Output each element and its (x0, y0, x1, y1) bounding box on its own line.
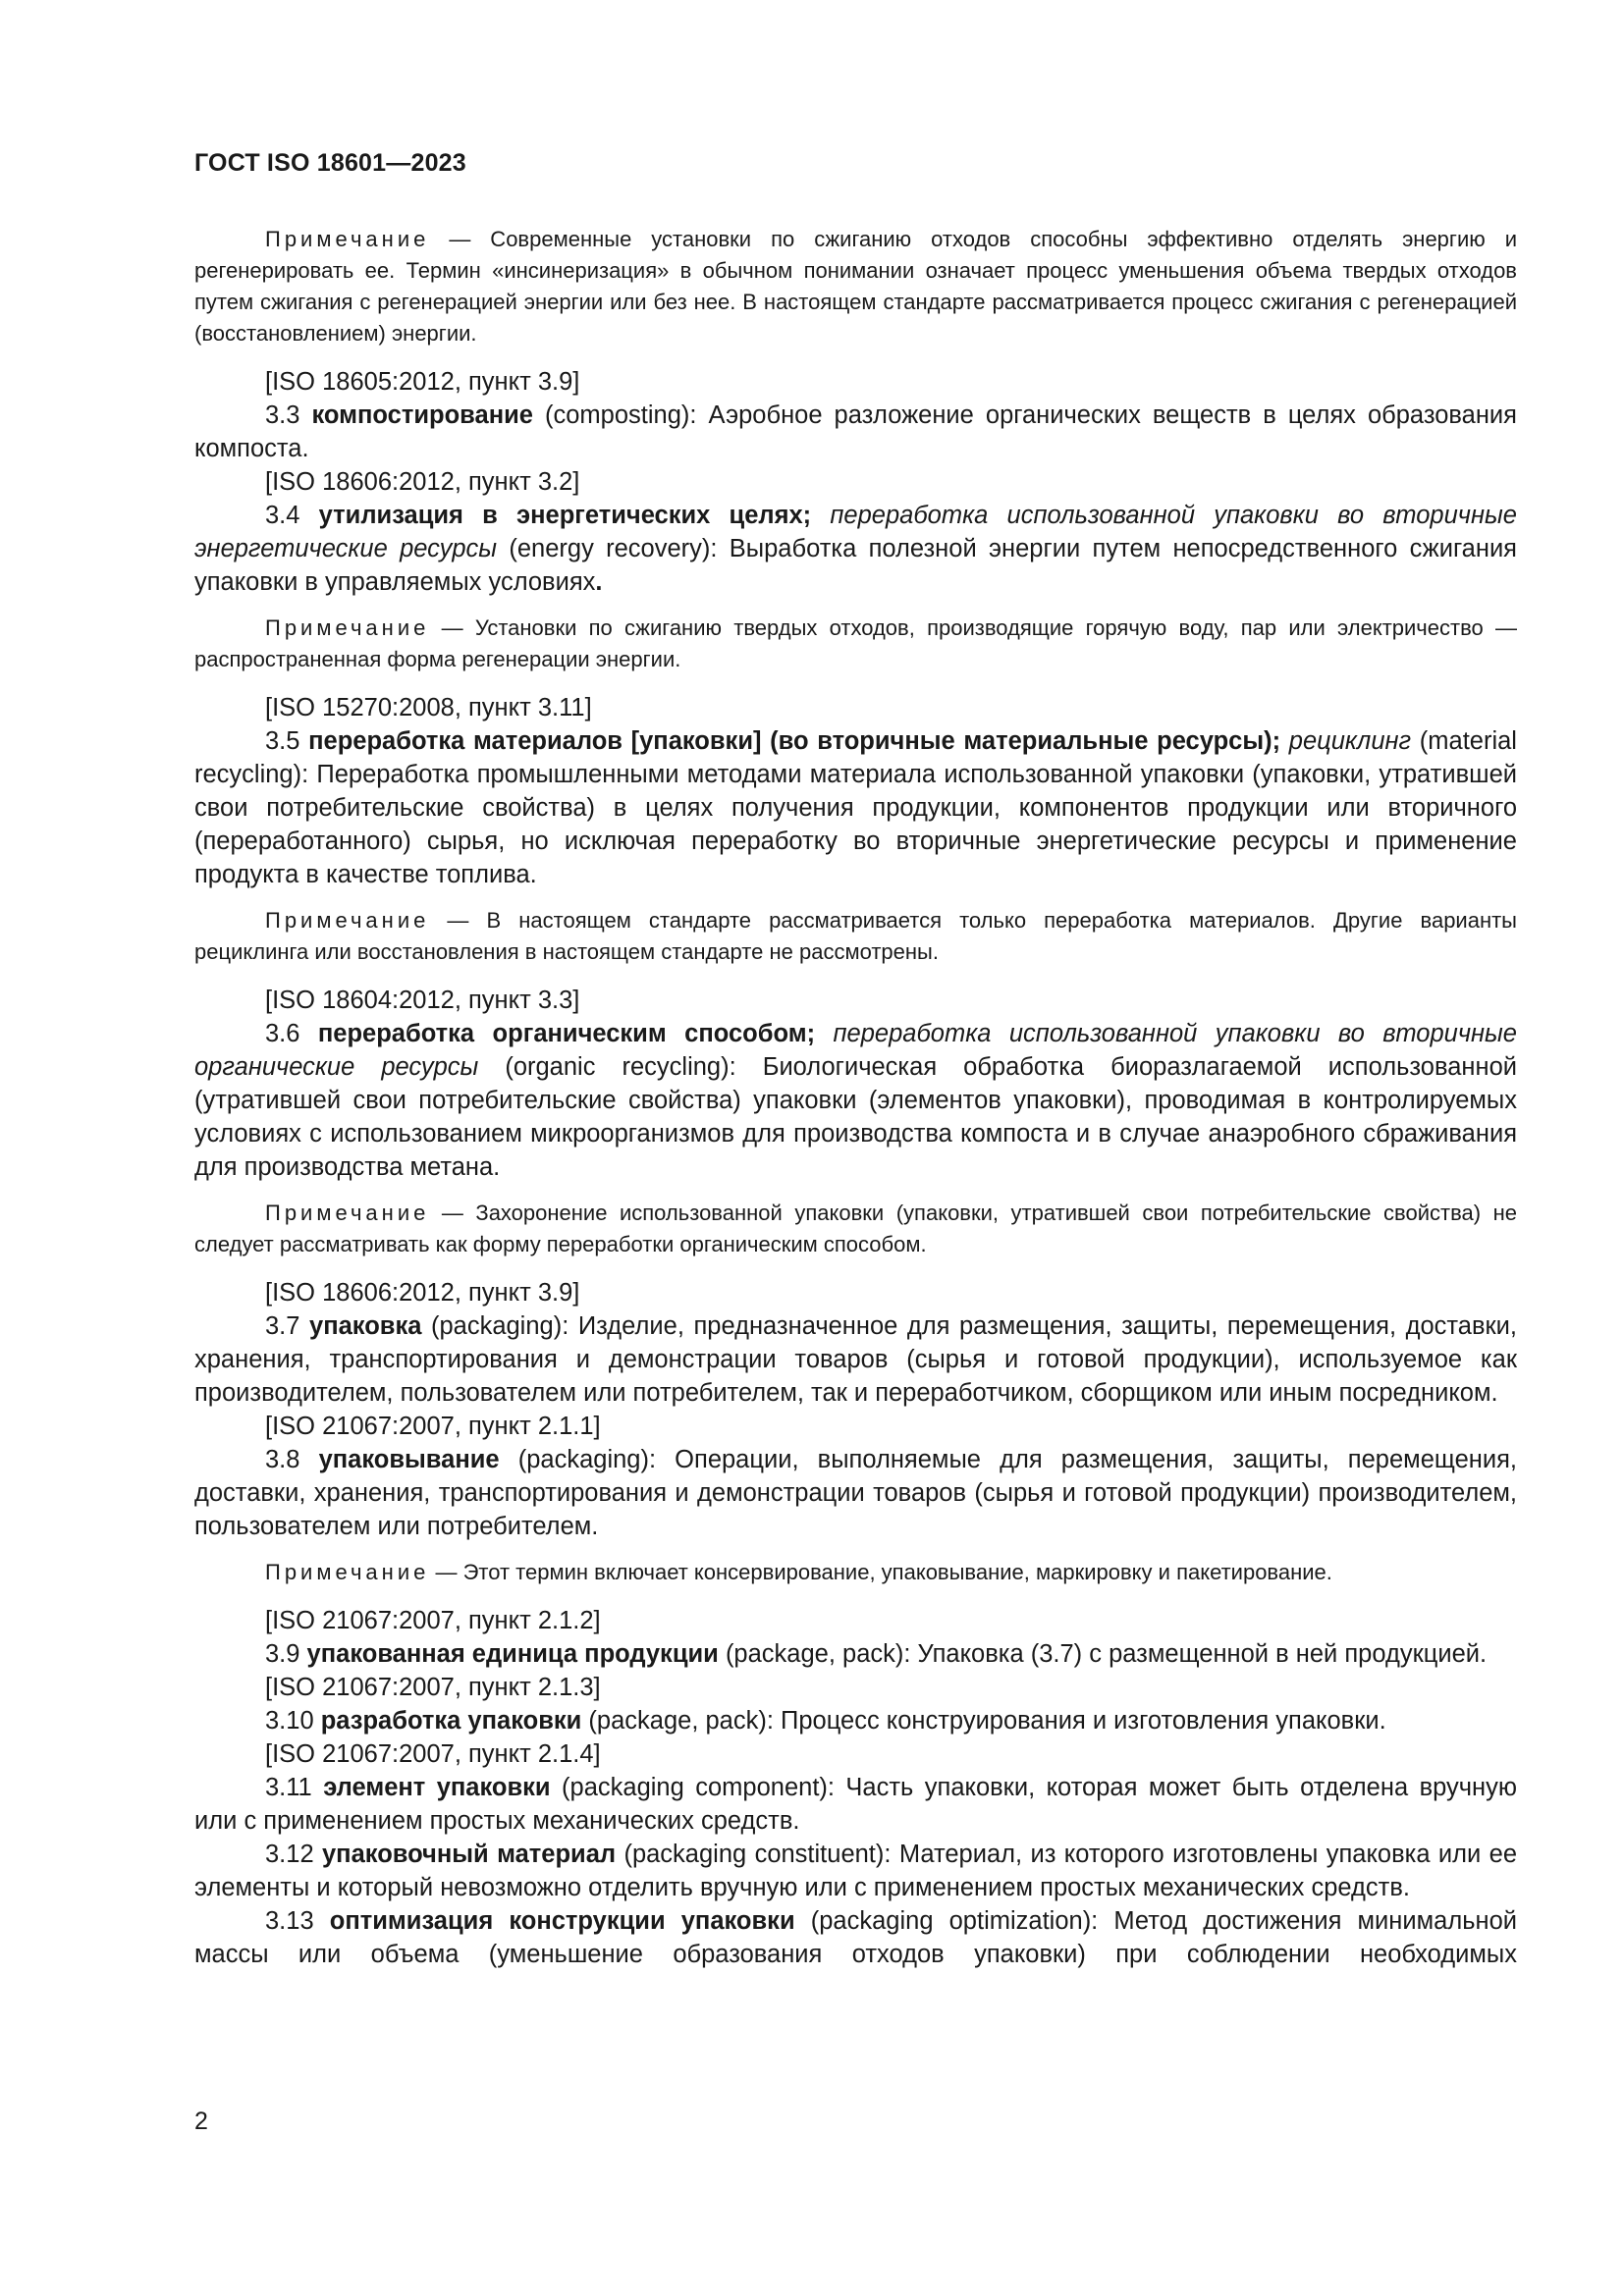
term-title: компостирование (311, 401, 533, 429)
note-label: Примечание (265, 615, 430, 640)
term-synonym: переработка использованной упаковки во вторичные органические ресурсы (194, 1020, 1517, 1081)
term-3-7: 3.7 упаковка (packaging): Изделие, предназначенное для размещения, защиты, перемещения, доставки, хранения, транспортирования и демонстрации товаров (сырья и готовой продукции), используемое как производителем, пользователем или потребителем, так и переработчиком, сборщиком или иным посредником. (194, 1312, 1517, 1407)
term-3-9: 3.9 упакованная единица продукции (package, pack): Упаковка (3.7) с размещенной в ней продукцией. (265, 1640, 1488, 1668)
note-2 (194, 613, 1517, 675)
source-ref: [ISO 18606:2012, пункт 3.9] (265, 1279, 580, 1307)
source-ref: [ISO 21067:2007, пункт 2.1.2] (265, 1607, 601, 1634)
term-title: элемент упаковки (323, 1774, 551, 1801)
term-title: упаковочный материал (322, 1841, 617, 1868)
term-3-12: 3.12 упаковочный материал (packaging constituent): Материал, из которого изготовлены упаковка или ее элементы и который невозможно отделить вручную или с применением простых механических средств. (194, 1841, 1518, 1901)
note-3 (194, 905, 1517, 968)
note-label: Примечание (265, 908, 430, 933)
term-3-13: 3.13 оптимизация конструкции упаковки (packaging optimization): Метод достижения минимальной массы или объема (уменьшение образования отходов упаковки) при соблюдении необходимых (194, 1907, 1517, 1968)
note-text: — Современные установки по сжиганию отходов способны эффективно отделять энергию и регенерировать ее. Термин «инсинеризация» в обычном понимании означает процесс уменьшения объема твердых отходов путем сжигания с регенерацией энергии или без нее. В настоящем стандарте рассматривается процесс сжигания с регенерацией (восстановлением) энергии. (194, 227, 1517, 346)
term-3-6: 3.6 переработка органическим способом; переработка использованной упаковки во вторичные органические ресурсы (organic recycling): Биологическая обработка биоразлагаемой использованной (утратившей свои потребительские свойства) упаковки (элементов упаковки), проводимая в контролируемых условиях с использованием микроорганизмов для производства компоста и в случае анаэробного сбраживания для производства метана. (194, 1020, 1517, 1181)
term-title: упаковка (309, 1312, 422, 1340)
term-title: упакованная единица продукции (306, 1640, 719, 1668)
source-ref: [ISO 18605:2012, пункт 3.9] (265, 368, 580, 396)
source-ref: [ISO 18606:2012, пункт 3.2] (265, 468, 580, 496)
source-ref: [ISO 21067:2007, пункт 2.1.1] (265, 1413, 601, 1440)
term-definition: (package, pack): Упаковка (3.7) с размещенной в ней продукцией. (718, 1640, 1488, 1668)
source-ref: [ISO 18604:2012, пункт 3.3] (265, 987, 580, 1014)
term-title: переработка материалов [упаковки] (во вторичные материальные ресурсы); (308, 727, 1281, 755)
term-3-10: 3.10 разработка упаковки (package, pack): Процесс конструирования и изготовления упаковки. (265, 1707, 1386, 1735)
note-1 (194, 224, 1517, 349)
term-definition: (composting): Аэробное разложение органических веществ в целях образования компоста. (194, 401, 1517, 462)
note-label: Примечание (265, 227, 430, 251)
note-4 (194, 1198, 1517, 1260)
term-3-5: 3.5 переработка материалов [упаковки] (во вторичные материальные ресурсы); рециклинг (material recycling): Переработка промышленными методами материала использованной упаковки (упаковки, утратившей свои потребительские свойства) в целях получения продукции, компонентов продукции или вторичного (переработанного) сырья, но исключая переработку во вторичные энергетические ресурсы и применение продукта в качестве топлива. (194, 727, 1517, 888)
term-definition: (energy recovery): Выработка полезной энергии путем непосредственного сжигания упаковки в управляемых условиях (194, 535, 1517, 596)
term-title: разработка упаковки (320, 1707, 582, 1735)
term-definition: (package, pack): Процесс конструирования и изготовления упаковки. (581, 1707, 1386, 1735)
page-number: 2 (194, 2108, 208, 2135)
term-definition: (packaging optimization): Метод достижения минимальной массы или объема (уменьшение образования отходов упаковки) при соблюдении необходимых (194, 1907, 1517, 1968)
term-definition: (packaging constituent): Материал, из которого изготовлены упаковка или ее элементы и который невозможно отделить вручную или с применением простых механических средств. (194, 1841, 1518, 1901)
term-synonym: переработка использованной упаковки во вторичные энергетические ресурсы (194, 502, 1517, 562)
term-3-11: 3.11 элемент упаковки (packaging component): Часть упаковки, которая может быть отделена вручную или с применением простых механических средств. (194, 1774, 1517, 1835)
term-title: утилизация в энергетических целях; (318, 502, 812, 529)
term-3-4: 3.4 утилизация в энергетических целях; переработка использованной упаковки во вторичные энергетические ресурсы (energy recovery): Выработка полезной энергии путем непосредственного сжигания упаковки в управляемых условиях. (194, 502, 1517, 596)
term-title: упаковывание (318, 1446, 500, 1473)
term-title: оптимизация конструкции упаковки (329, 1907, 795, 1935)
source-ref: [ISO 21067:2007, пункт 2.1.3] (265, 1674, 601, 1701)
note-text: — В настоящем стандарте рассматривается только переработка материалов. Другие варианты рециклинга или восстановления в настоящем стандарте не рассмотрены. (194, 908, 1517, 964)
term-definition: (organic recycling): Биологическая обработка биоразлагаемой использованной (утратившей свои потребительские свойства) упаковки (элементов упаковки), проводимая в контролируемых условиях с использованием микроорганизмов для производства компоста и в случае анаэробного сбраживания для производства метана. (194, 1053, 1517, 1181)
note-label: Примечание (265, 1560, 430, 1584)
note-label: Примечание (265, 1201, 430, 1225)
note-text: — Установки по сжиганию твердых отходов, производящие горячую воду, пар или электричество — распространенная форма регенерации энергии. (194, 615, 1517, 671)
note-5 (194, 1557, 1517, 1588)
term-3-8: 3.8 упаковывание (packaging): Операции, выполняемые для размещения, защиты, перемещения, доставки, хранения, транспортирования и демонстрации товаров (сырья и готовой продукции) производителем, пользователем или потребителем. (194, 1446, 1517, 1540)
term-3-3: 3.3 компостирование (composting): Аэробное разложение органических веществ в целях образования компоста. (194, 401, 1517, 462)
document-header: ГОСТ ISO 18601—2023 (194, 149, 466, 177)
source-ref: [ISO 15270:2008, пункт 3.11] (265, 694, 592, 721)
note-text: — Захоронение использованной упаковки (упаковки, утратившей свои потребительские свойства) не следует рассматривать как форму переработки органическим способом. (194, 1201, 1517, 1256)
page-content (194, 224, 1517, 1971)
term-title: переработка органическим способом; (317, 1020, 816, 1047)
term-definition: (packaging component): Часть упаковки, которая может быть отделена вручную или с применением простых механических средств. (194, 1774, 1517, 1835)
term-definition: (packaging): Изделие, предназначенное для размещения, защиты, перемещения, доставки, хранения, транспортирования и демонстрации товаров (сырья и готовой продукции), используемое как производителем, пользователем или потребителем, так и переработчиком, сборщиком или иным посредником. (194, 1312, 1517, 1407)
term-definition: (packaging): Операции, выполняемые для размещения, защиты, перемещения, доставки, хранения, транспортирования и демонстрации товаров (сырья и готовой продукции) производителем, пользователем или потребителем. (194, 1446, 1517, 1540)
term-definition: (material recycling): Переработка промышленными методами материала использованной упаковки (упаковки, утратившей свои потребительские свойства) в целях получения продукции, компонентов продукции или вторичного (переработанного) сырья, но исключая переработку во вторичные энергетические ресурсы и применение продукта в качестве топлива. (194, 727, 1517, 888)
source-ref: [ISO 21067:2007, пункт 2.1.4] (265, 1740, 601, 1768)
note-text: — Этот термин включает консервирование, упаковывание, маркировку и пакетирование. (429, 1560, 1332, 1584)
term-synonym: рециклинг (1280, 727, 1412, 755)
